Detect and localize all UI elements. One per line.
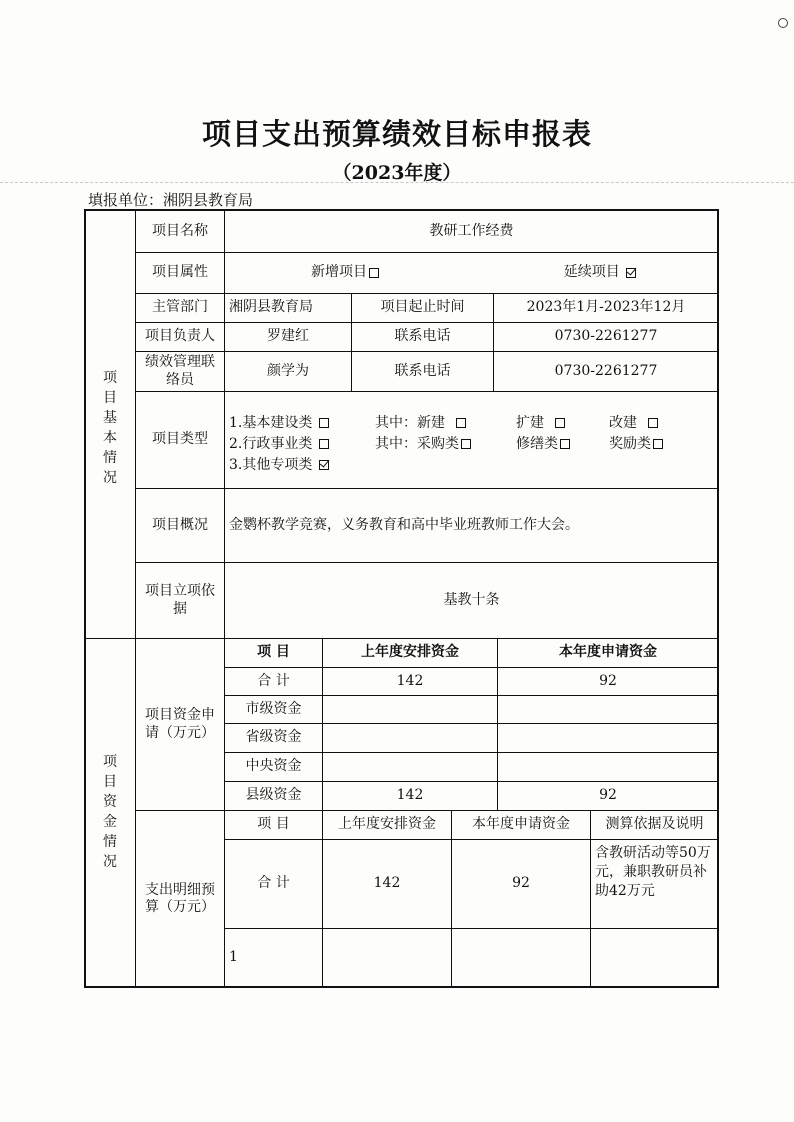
contact-label: 绩效管理联络员: [145, 354, 215, 388]
basis-value: 基教十条: [443, 591, 500, 608]
type-construction[interactable]: 1.基本建设类: [229, 413, 329, 434]
reporting-unit: 填报单位：湘阴县教育局: [88, 191, 254, 209]
form-title: 项目支出预算绩效目标申报表: [201, 117, 592, 151]
detail-row-last: 142: [373, 875, 401, 892]
detail-row-item: 合 计: [257, 875, 290, 892]
apply-header-current: 本年度申请资金: [559, 644, 657, 661]
apply-row-last: 142: [396, 787, 424, 804]
type-reward[interactable]: 奖励类: [609, 434, 663, 455]
phone-label: 联系电话: [394, 328, 451, 345]
apply-row-item: 合 计: [257, 672, 290, 689]
project-type-options: [229, 413, 714, 476]
apply-row-last: [323, 724, 497, 752]
contact-value: 颜学为: [267, 362, 309, 379]
fund-apply-label: 项目资金申请（万元）: [145, 707, 215, 741]
phone-value: 0730-2261277: [554, 328, 658, 345]
project-type-label: 项目类型: [152, 431, 208, 448]
type-new-build-checkbox[interactable]: [456, 418, 466, 428]
type-repair-checkbox[interactable]: [560, 439, 570, 449]
scan-edge-mark: [778, 18, 788, 28]
detail-row-note: [591, 929, 718, 987]
type-expand[interactable]: 扩建: [516, 413, 565, 434]
section-funds-label: 项目资金情况: [103, 754, 117, 870]
apply-row-current: [498, 753, 718, 781]
type-procurement-checkbox[interactable]: [461, 439, 471, 449]
attr-continued-option[interactable]: [545, 253, 655, 293]
detail-row-note: 含教研活动等50万元，兼职教研员补助42万元: [595, 845, 711, 899]
section-basic-label: 项目基本情况: [103, 370, 117, 486]
type-administrative-checkbox[interactable]: [319, 439, 329, 449]
detail-header-note: 测算依据及说明: [605, 816, 704, 833]
attr-new-option[interactable]: [290, 253, 400, 293]
type-procurement[interactable]: 其中：采购类: [375, 434, 471, 455]
type-special-checkbox[interactable]: [319, 460, 329, 470]
apply-row-item: 中央资金: [245, 758, 302, 775]
apply-row-last: [323, 753, 497, 781]
phone2-label: 联系电话: [394, 362, 451, 379]
detail-header-current: 本年度申请资金: [472, 816, 570, 833]
leader-value: 罗建红: [267, 328, 309, 345]
type-reward-checkbox[interactable]: [653, 439, 663, 449]
phone2-value: 0730-2261277: [554, 362, 658, 379]
period-label: 项目起止时间: [380, 299, 465, 316]
type-new-build[interactable]: 其中：新建: [375, 413, 466, 434]
overview-label: 项目概况: [152, 516, 208, 533]
detail-header-item: 项 目: [257, 816, 290, 833]
apply-row-last: 142: [396, 672, 424, 689]
apply-row-item: 市级资金: [245, 700, 302, 717]
apply-header-item: 项 目: [257, 644, 290, 661]
detail-row-current: [452, 929, 590, 987]
type-special[interactable]: 3.其他专项类: [229, 455, 329, 476]
detail-row-item: 1: [229, 949, 238, 966]
type-rebuild-checkbox[interactable]: [648, 418, 658, 428]
leader-label: 项目负责人: [145, 328, 215, 345]
type-rebuild[interactable]: 改建: [609, 413, 658, 434]
apply-header-last: 上年度安排资金: [361, 644, 459, 661]
form-year: （2023年度）: [332, 162, 462, 184]
attr-continued-label: 延续项目: [563, 264, 620, 281]
basis-label: 项目立项依据: [145, 583, 215, 617]
type-construction-checkbox[interactable]: [319, 418, 329, 428]
attr-continued-checkbox[interactable]: [626, 268, 636, 278]
apply-row-current: 92: [599, 787, 617, 804]
apply-row-current: [498, 724, 718, 752]
attr-new-checkbox[interactable]: [369, 268, 379, 278]
apply-row-last: [323, 696, 497, 723]
detail-header-last: 上年度安排资金: [338, 816, 436, 833]
attr-new-label: 新增项目: [311, 264, 367, 281]
overview-value: 金鹦杯教学竞赛，义务教育和高中毕业班教师工作大会。: [229, 516, 579, 533]
detail-row-current: 92: [512, 875, 530, 892]
apply-row-item: 省级资金: [245, 729, 302, 746]
type-expand-checkbox[interactable]: [555, 418, 565, 428]
type-administrative[interactable]: 2.行政事业类: [229, 434, 329, 455]
project-name-value: 教研工作经费: [429, 222, 514, 239]
period-value: 2023年1月-2023年12月: [526, 299, 686, 316]
type-repair[interactable]: 修缮类: [516, 434, 570, 455]
apply-row-item: 县级资金: [245, 787, 302, 804]
scan-line: [0, 182, 794, 183]
dept-label: 主管部门: [152, 299, 208, 316]
apply-row-current: 92: [599, 672, 617, 689]
apply-row-current: [498, 696, 718, 723]
detail-row-last: [323, 929, 451, 987]
project-attr-label: 项目属性: [152, 264, 208, 281]
detail-budget-label: 支出明细预算（万元）: [145, 881, 215, 915]
dept-value: 湘阴县教育局: [229, 299, 313, 316]
project-name-label: 项目名称: [152, 222, 208, 239]
